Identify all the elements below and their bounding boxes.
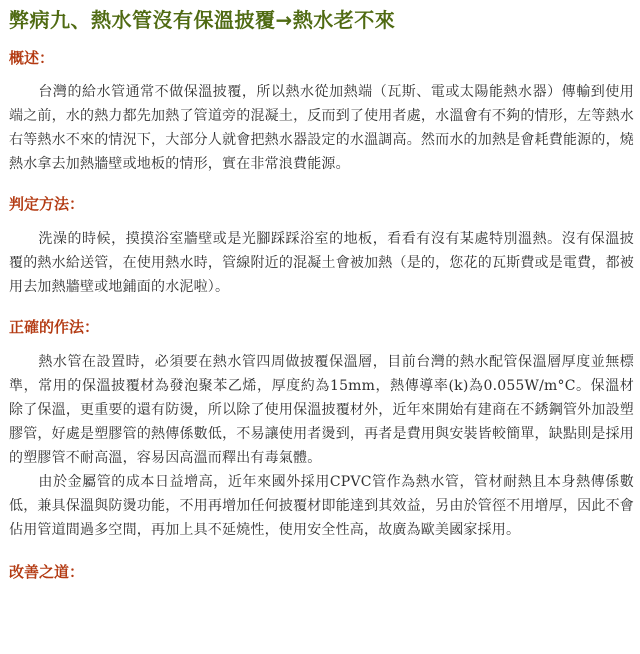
overview-paragraph: 台灣的給水管通常不做保溫披覆，所以熱水從加熱端（瓦斯、電或太陽能熱水器）傳輸到使用端之前，水的熱力都先加熱了管道旁的混凝土，反而到了使用者處，水溫會有不夠的情形，左等熱水右等熱水不來的情況下，大部分人就會把熱水器設定的水溫調高。然而水的加熱是會耗費能源的，燒熱水拿去加熱牆壁或地板的情形，實在非常浪費能源。 bbox=[9, 84, 634, 172]
correct-method-paragraph-1: 熱水管在設置時，必須要在熱水管四周做披覆保溫層，目前台灣的熱水配管保溫層厚度並無標準，常用的保溫披覆材為發泡聚苯乙烯，厚度約為15mm，熱傳導率(k)為0.055W/m°C。保溫材除了保溫，更重要的還有防燙，所以除了使用保溫披覆材外，近年來開始有建商在不銹鋼管外加設塑膠管，好處是塑膠管的熱傳係數低，不易讓使用者燙到，再者是費用與安裝皆較簡單，缺點則是採用的塑膠管不耐高溫，容易因高溫而釋出有毒氣體。 bbox=[9, 354, 634, 466]
section-heading-detection: 判定方法： bbox=[9, 195, 85, 213]
section-heading-correct-method: 正確的作法： bbox=[9, 318, 100, 336]
section-heading-improvement: 改善之道： bbox=[9, 563, 85, 581]
article-title: 弊病九、熱水管沒有保溫披覆→熱水老不來 bbox=[9, 8, 396, 32]
section-heading-overview: 概述： bbox=[9, 49, 55, 67]
detection-paragraph: 洗澡的時候，摸摸浴室牆壁或是光腳踩踩浴室的地板，看看有沒有某處特別溫熱。沒有保溫披覆的熱水給送管，在使用熱水時，管線附近的混凝土會被加熱（是的，您花的瓦斯費或是電費，都被用去加熱牆壁或地鋪面的水泥啦）。 bbox=[9, 231, 634, 295]
correct-method-paragraph-2: 由於金屬管的成本日益增高，近年來國外採用CPVC管作為熱水管，管材耐熱且本身熱傳係數低，兼具保溫與防燙功能，不用再增加任何披覆材即能達到其效益，另由於管徑不用增厚，因此不會佔用管道間過多空間，再加上具不延燒性，使用安全性高，故廣為歐美國家採用。 bbox=[9, 474, 634, 538]
